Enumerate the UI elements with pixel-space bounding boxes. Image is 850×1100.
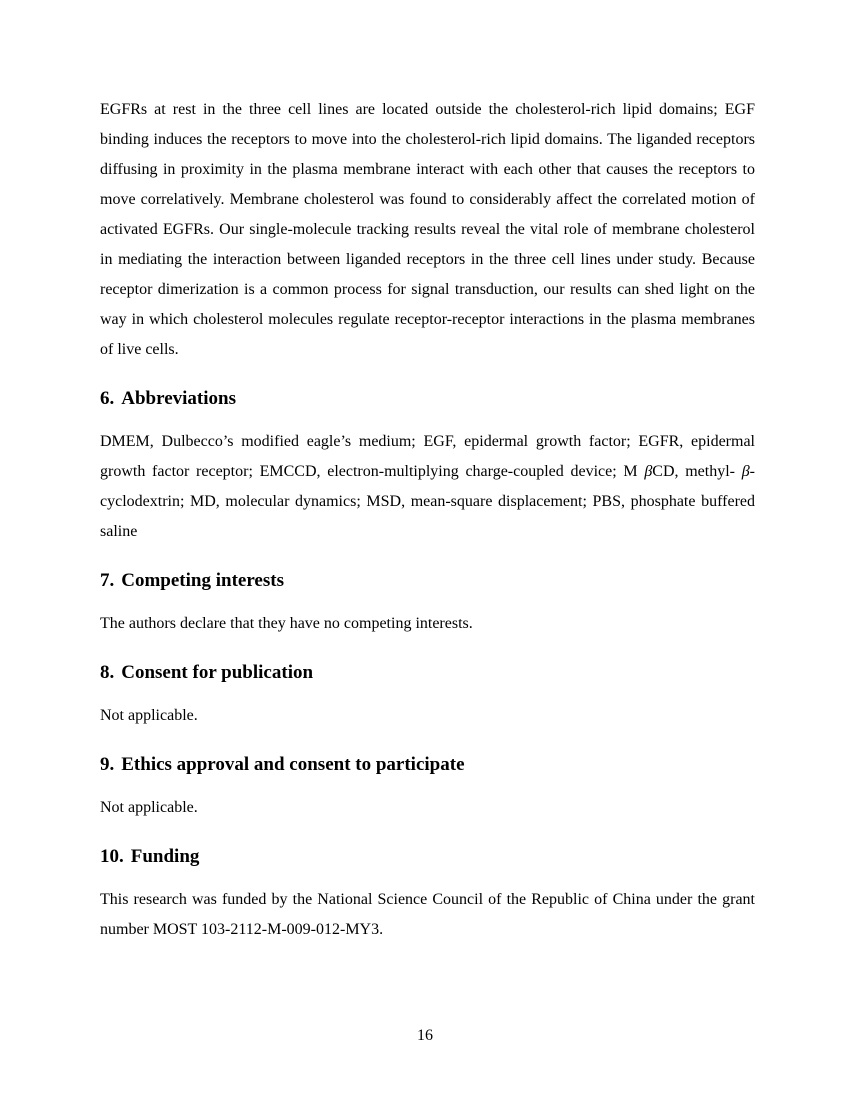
abbreviations-heading <box>100 387 755 411</box>
beta-symbol: β <box>741 463 750 480</box>
funding-number: 10. <box>100 846 124 867</box>
consent-text: Not applicable. <box>100 707 198 724</box>
competing-interests-heading <box>100 569 755 593</box>
abbreviations-text-part3: -cyclodextrin; MD, molecular dynamics; MSD, mean-square displacement; PBS, phosphate buffered saline <box>100 463 755 540</box>
beta-symbol: β <box>644 463 653 480</box>
competing-interests-number: 7. <box>100 570 115 591</box>
ethics-text: Not applicable. <box>100 799 198 816</box>
abbreviations-number: 6. <box>100 388 115 409</box>
page-number: 16 <box>417 1027 433 1044</box>
page-body <box>100 95 755 945</box>
competing-interests-title: Competing interests <box>121 570 284 591</box>
abbreviations-text <box>100 427 755 547</box>
funding-title: Funding <box>130 846 200 867</box>
consent-number: 8. <box>100 662 115 683</box>
intro-paragraph: EGFRs at rest in the three cell lines are located outside the cholesterol-rich lipid domains; EGF binding induces the receptors to move into the cholesterol-rich lipid domains. The liganded receptors diffusing in proximity in the plasma membrane interact with each other that causes the receptors to move correlatively. Membrane cholesterol was found to considerably affect the correlated motion of activated EGFRs. Our single-molecule tracking results reveal the vital role of membrane cholesterol in mediating the interaction between liganded receptors in the three cell lines under study. Because receptor dimerization is a common process for signal transduction, our results can shed light on the way in which cholesterol molecules regulate receptor-receptor interactions in the plasma membranes of live cells. <box>100 101 755 358</box>
consent-heading <box>100 661 755 685</box>
abbreviations-text-part2: CD, methyl- <box>652 463 742 480</box>
consent-title: Consent for publication <box>121 662 314 683</box>
funding-text: This research was funded by the National Science Council of the Republic of China under the grant number MOST 103-2112-M-009-012-MY3. <box>100 891 755 938</box>
abbreviations-title: Abbreviations <box>121 388 236 409</box>
competing-interests-text: The authors declare that they have no competing interests. <box>100 615 473 632</box>
funding-heading <box>100 845 755 869</box>
ethics-title: Ethics approval and consent to participate <box>121 754 465 775</box>
abbreviations-text-part1: DMEM, Dulbecco’s modified eagle’s medium; EGF, epidermal growth factor; EGFR, epidermal growth factor receptor; EMCCD, electron-multiplying charge-coupled device; M <box>100 433 755 480</box>
ethics-number: 9. <box>100 754 115 775</box>
ethics-heading <box>100 753 755 777</box>
